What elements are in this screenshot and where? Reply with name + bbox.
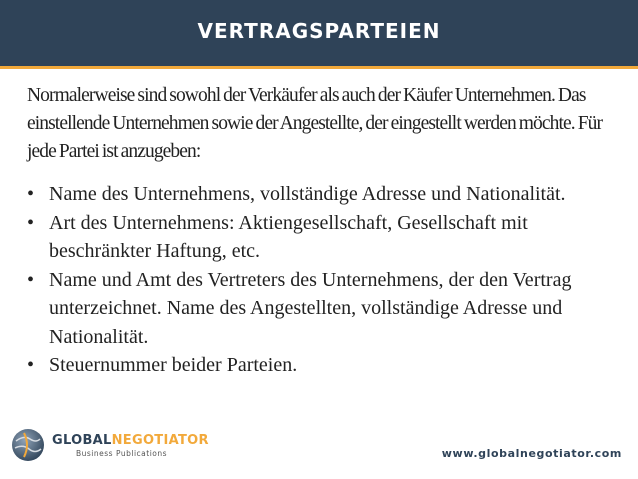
bullet-marker: • bbox=[27, 354, 35, 376]
list-item bbox=[27, 180, 627, 209]
bullet-list bbox=[27, 180, 627, 380]
logo-subtitle: Business Publications bbox=[76, 448, 168, 458]
bullet-marker: • bbox=[27, 183, 35, 205]
page-title: VERTRAGSPARTEIEN bbox=[197, 19, 441, 43]
header-divider bbox=[0, 66, 638, 69]
bullet-marker: • bbox=[27, 268, 35, 291]
bullet-marker: • bbox=[27, 211, 35, 234]
logo-wordmark: GLOBALNEGOTIATOR bbox=[52, 432, 209, 448]
list-item bbox=[27, 266, 627, 352]
brand-logo bbox=[10, 425, 209, 465]
intro-paragraph: Normalerweise sind sowohl der Verkäufer als auch der Käufer Unternehmen. Das einstellende Unternehmen sowie der Angestellte, der eingestellt werden möchte. Für jede Partei ist anzugeben: bbox=[27, 85, 603, 162]
header-bar bbox=[0, 0, 638, 66]
list-item-text: Name und Amt des Vertreters des Unternehmens, der den Vertrag unterzeichnet. Name des Angestellten, vollständige Adresse und Nationalität. bbox=[49, 268, 572, 348]
website-link[interactable]: www.globalnegotiator.com bbox=[441, 447, 622, 460]
list-item-text: Art des Unternehmens: Aktiengesellschaft, Gesellschaft mit beschränkter Haftung, etc. bbox=[49, 211, 528, 262]
list-item bbox=[27, 351, 627, 380]
list-item bbox=[27, 209, 627, 266]
list-item-text: Steuernummer beider Parteien. bbox=[49, 354, 298, 376]
globe-icon bbox=[10, 427, 46, 463]
list-item-text: Name des Unternehmens, vollständige Adresse und Nationalität. bbox=[49, 183, 566, 205]
